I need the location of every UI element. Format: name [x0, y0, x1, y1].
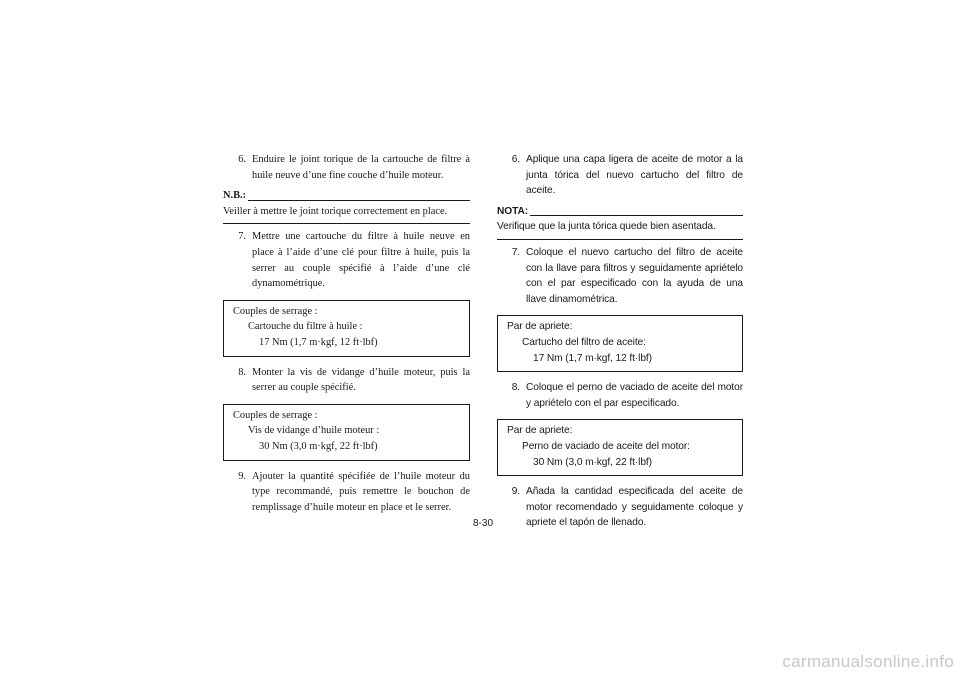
- spec-item: Cartouche du filtre à huile :: [248, 321, 363, 333]
- step-text: Coloque el nuevo cartucho del filtro de aceite con la llave para filtros y seguidamente apriételo con el par especificado con la ayuda de una llave dinamométrica.: [526, 246, 743, 305]
- step-number: 8.: [238, 366, 246, 378]
- step-8: [223, 365, 470, 396]
- spec-value: 17 Nm (1,7 m·kgf, 12 ft·lbf): [533, 352, 652, 364]
- torque-spec-box: [223, 404, 470, 461]
- spec-item: Cartucho del filtro de aceite:: [522, 336, 646, 348]
- step-9: [497, 484, 743, 531]
- spec-title: Par de apriete:: [507, 321, 573, 333]
- torque-spec-box: [223, 300, 470, 357]
- step-text: Añada la cantidad especificada del aceite de motor recomendado y seguidamente coloque y apriete el tapón de llenado.: [526, 486, 743, 529]
- page-number: 8-30: [472, 518, 493, 529]
- step-number: 7.: [238, 231, 246, 243]
- note-label: N.B.:: [223, 190, 247, 202]
- step-text: Mettre une cartouche du filtre à huile neuve en place à l’aide d’une clé pour filtre à huile, puis la serrer au couple spécifié à l’aide d’une clé dynamométrique.: [252, 231, 470, 290]
- step-text: Ajouter la quantité spécifiée de l’huile moteur du type recommandé, puis remettre le bouchon de remplissage d’huile moteur en place et le serrer.: [252, 470, 470, 513]
- step-8: [497, 380, 743, 411]
- note-rule: [248, 200, 470, 201]
- step-number: 7.: [511, 246, 520, 258]
- note-label: NOTA:: [497, 205, 528, 217]
- step-7: [497, 245, 743, 307]
- step-number: 9.: [511, 486, 520, 498]
- step-text: Aplique una capa ligera de aceite de motor a la junta tórica del nuevo cartucho del filtro de aceite.: [526, 154, 743, 197]
- spanish-column: [497, 152, 743, 531]
- step-number: 6.: [238, 154, 246, 165]
- note-text: Verifique que la junta tórica quede bien asentada.: [497, 219, 743, 240]
- note-text: Veiller à mettre le joint torique correctement en place.: [223, 204, 470, 225]
- step-number: 8.: [511, 382, 520, 394]
- spec-title: Par de apriete:: [507, 425, 573, 437]
- spec-value: 30 Nm (3,0 m·kgf, 22 ft·lbf): [533, 456, 652, 468]
- spec-value: 17 Nm (1,7 m·kgf, 12 ft·lbf): [259, 336, 378, 348]
- torque-spec-box: [497, 315, 743, 372]
- spec-item: Vis de vidange d’huile moteur :: [248, 425, 380, 437]
- spec-item: Perno de vaciado de aceite del motor:: [522, 440, 690, 452]
- note-header: [223, 188, 470, 204]
- step-text: Enduire le joint torique de la cartouche de filtre à huile neuve d’une fine couche d’huile moteur.: [252, 154, 470, 181]
- note-rule: [530, 215, 743, 216]
- step-7: [223, 229, 470, 291]
- spec-title: Couples de serrage :: [233, 305, 318, 317]
- step-9: [223, 469, 470, 516]
- note-header: [497, 204, 743, 220]
- french-column: [223, 152, 470, 515]
- spec-title: Couples de serrage :: [233, 409, 318, 421]
- step-text: Coloque el perno de vaciado de aceite del motor y apriételo con el par especificado.: [526, 382, 743, 409]
- step-number: 9.: [238, 470, 246, 482]
- step-6: [223, 152, 470, 183]
- torque-spec-box: [497, 419, 743, 476]
- step-6: [497, 152, 743, 199]
- step-text: Monter la vis de vidange d’huile moteur, puis la serrer au couple spécifié.: [252, 366, 470, 394]
- watermark: carmanualsonline.info: [782, 652, 954, 671]
- step-number: 6.: [511, 154, 520, 165]
- spec-value: 30 Nm (3,0 m·kgf, 22 ft·lbf): [259, 440, 378, 452]
